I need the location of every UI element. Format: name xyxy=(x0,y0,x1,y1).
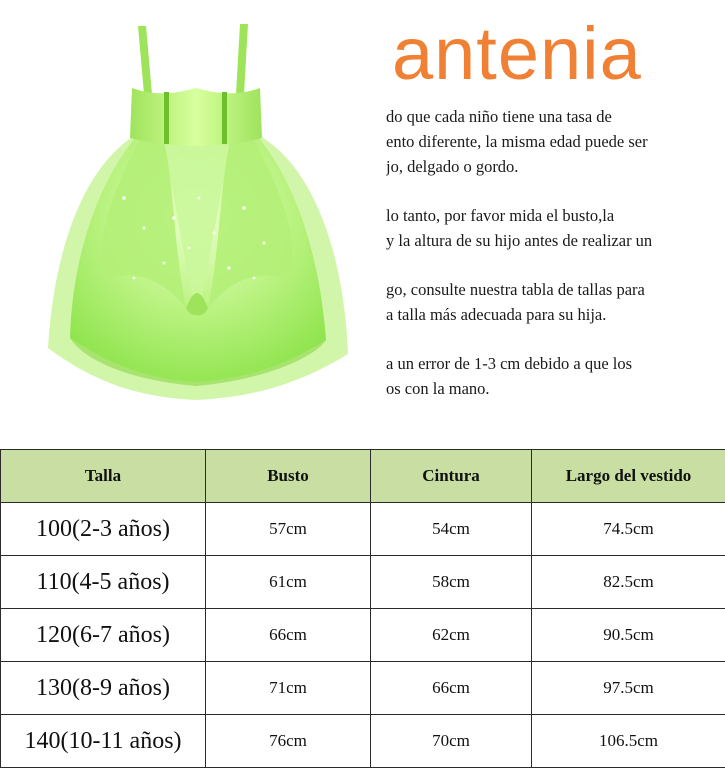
table-row xyxy=(1,503,725,556)
header-talla: Talla xyxy=(1,450,206,503)
cell-talla: 110(4-5 años) xyxy=(1,556,206,609)
green-dress-image xyxy=(14,18,378,410)
note-paragraph xyxy=(386,203,720,253)
note-line: go, consulte nuestra tabla de tallas para xyxy=(386,280,645,299)
cell-largo: 106.5cm xyxy=(532,715,725,768)
cell-cintura: 62cm xyxy=(371,609,532,662)
table-row xyxy=(1,556,725,609)
size-chart-table xyxy=(0,449,725,768)
cell-busto: 76cm xyxy=(206,715,371,768)
cell-talla: 120(6-7 años) xyxy=(1,609,206,662)
cell-largo: 82.5cm xyxy=(532,556,725,609)
note-line: do que cada niño tiene una tasa de xyxy=(386,107,612,126)
cell-talla: 100(2-3 años) xyxy=(1,503,206,556)
header-cintura: Cintura xyxy=(371,450,532,503)
cell-cintura: 70cm xyxy=(371,715,532,768)
note-line: jo, delgado o gordo. xyxy=(386,157,519,176)
cell-busto: 61cm xyxy=(206,556,371,609)
cell-largo: 74.5cm xyxy=(532,503,725,556)
size-note-text xyxy=(386,104,720,434)
table-row xyxy=(1,715,725,768)
header-largo: Largo del vestido xyxy=(532,450,725,503)
note-paragraph xyxy=(386,277,720,327)
note-line: y la altura de su hijo antes de realizar un xyxy=(386,231,653,250)
header-busto: Busto xyxy=(206,450,371,503)
note-line: lo tanto, por favor mida el busto,la xyxy=(386,206,615,225)
cell-cintura: 66cm xyxy=(371,662,532,715)
brand-logo: antenia xyxy=(392,14,642,94)
note-line: ento diferente, la misma edad puede ser xyxy=(386,132,648,151)
cell-busto: 71cm xyxy=(206,662,371,715)
note-paragraph xyxy=(386,104,720,179)
table-header-row xyxy=(1,450,725,503)
table-row xyxy=(1,662,725,715)
cell-busto: 66cm xyxy=(206,609,371,662)
cell-cintura: 58cm xyxy=(371,556,532,609)
note-line: a talla más adecuada para su hija. xyxy=(386,305,607,324)
cell-largo: 90.5cm xyxy=(532,609,725,662)
cell-talla: 140(10-11 años) xyxy=(1,715,206,768)
table-row xyxy=(1,609,725,662)
cell-busto: 57cm xyxy=(206,503,371,556)
note-paragraph xyxy=(386,351,720,401)
cell-cintura: 54cm xyxy=(371,503,532,556)
note-line: os con la mano. xyxy=(386,379,490,398)
note-line: a un error de 1-3 cm debido a que los xyxy=(386,354,633,373)
cell-talla: 130(8-9 años) xyxy=(1,662,206,715)
cell-largo: 97.5cm xyxy=(532,662,725,715)
